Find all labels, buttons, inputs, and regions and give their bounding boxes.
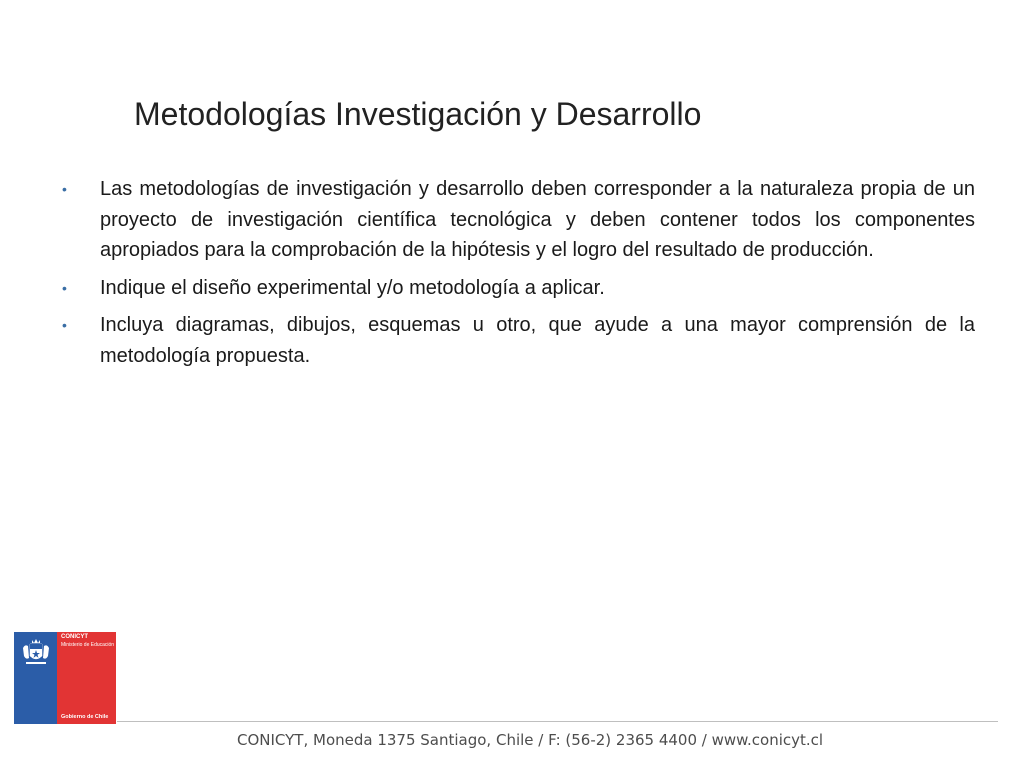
logo-blue-panel (14, 632, 57, 724)
footer-divider (117, 721, 998, 722)
logo-ministry: Ministerio de Educación (61, 642, 115, 648)
logo-red-panel (57, 632, 116, 724)
footer-contact: CONICYT, Moneda 1375 Santiago, Chile / F: (56-2) 2365 4400 / www.conicyt.cl (237, 731, 824, 749)
chile-coat-of-arms-icon (20, 638, 52, 668)
bullet-text: Las metodologías de investigación y desarrollo deben corresponder a la naturaleza propia de un proyecto de investigación científica tecnológica y deben contener todos los componentes apropiados para la comprobación de la hipótesis y el logro del resultado de producción. (100, 178, 975, 261)
bullet-list (62, 174, 975, 378)
bullet-icon: • (62, 279, 67, 296)
slide-title: Metodologías Investigación y Desarrollo (134, 96, 702, 132)
bullet-text: Incluya diagramas, dibujos, esquemas u otro, que ayude a una mayor comprensión de la metodología propuesta. (100, 314, 975, 367)
bullet-icon: • (62, 181, 67, 197)
bullet-text: Indique el diseño experimental y/o metodología a aplicar. (100, 276, 605, 299)
bullet-item (62, 273, 975, 304)
bullet-item (62, 174, 975, 266)
bullet-item (62, 310, 975, 371)
conicyt-logo (14, 632, 116, 724)
bullet-icon: • (62, 317, 67, 333)
logo-name: CONICYT (61, 634, 88, 640)
logo-government: Gobierno de Chile (61, 714, 109, 720)
